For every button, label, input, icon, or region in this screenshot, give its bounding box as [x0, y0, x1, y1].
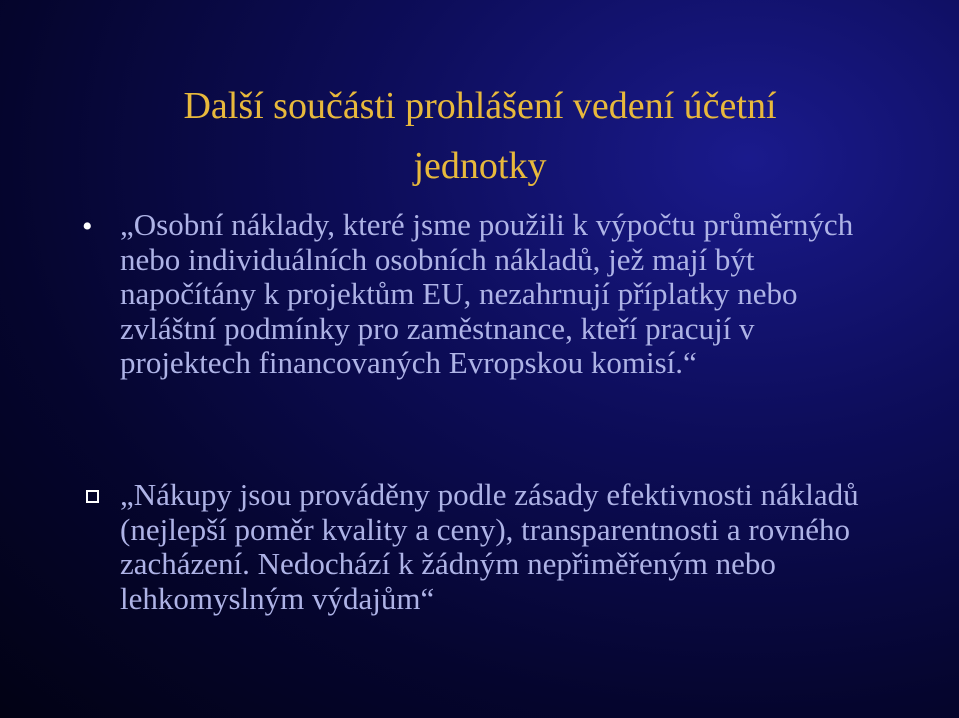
bullet-text-purchases: „Nákupy jsou prováděny podle zásady efektivnosti nákladů (nejlepší poměr kvality a ceny), transparentnosti a rovného zacházení. Nedochází k žádným nepřiměřeným nebo lehkomyslným výdajům“ — [120, 477, 859, 616]
title-line-1: Další součásti prohlášení vedení účetní — [183, 85, 777, 127]
bullet-text-personal-costs: „Osobní náklady, které jsme použili k výpočtu průměrných nebo individuálních osobních nákladů, jež mají být napočítány k projektům EU, nezahrnují příplatky nebo zvláštní podmínky pro zaměstnance, kteří pracují v projektech financovaných Evropskou komisí.“ — [120, 207, 854, 380]
title-line-2: jednotky — [413, 145, 547, 187]
bullet-square-icon — [86, 490, 99, 503]
slide-title — [60, 76, 900, 196]
bullet-dot-icon: • — [82, 210, 93, 243]
